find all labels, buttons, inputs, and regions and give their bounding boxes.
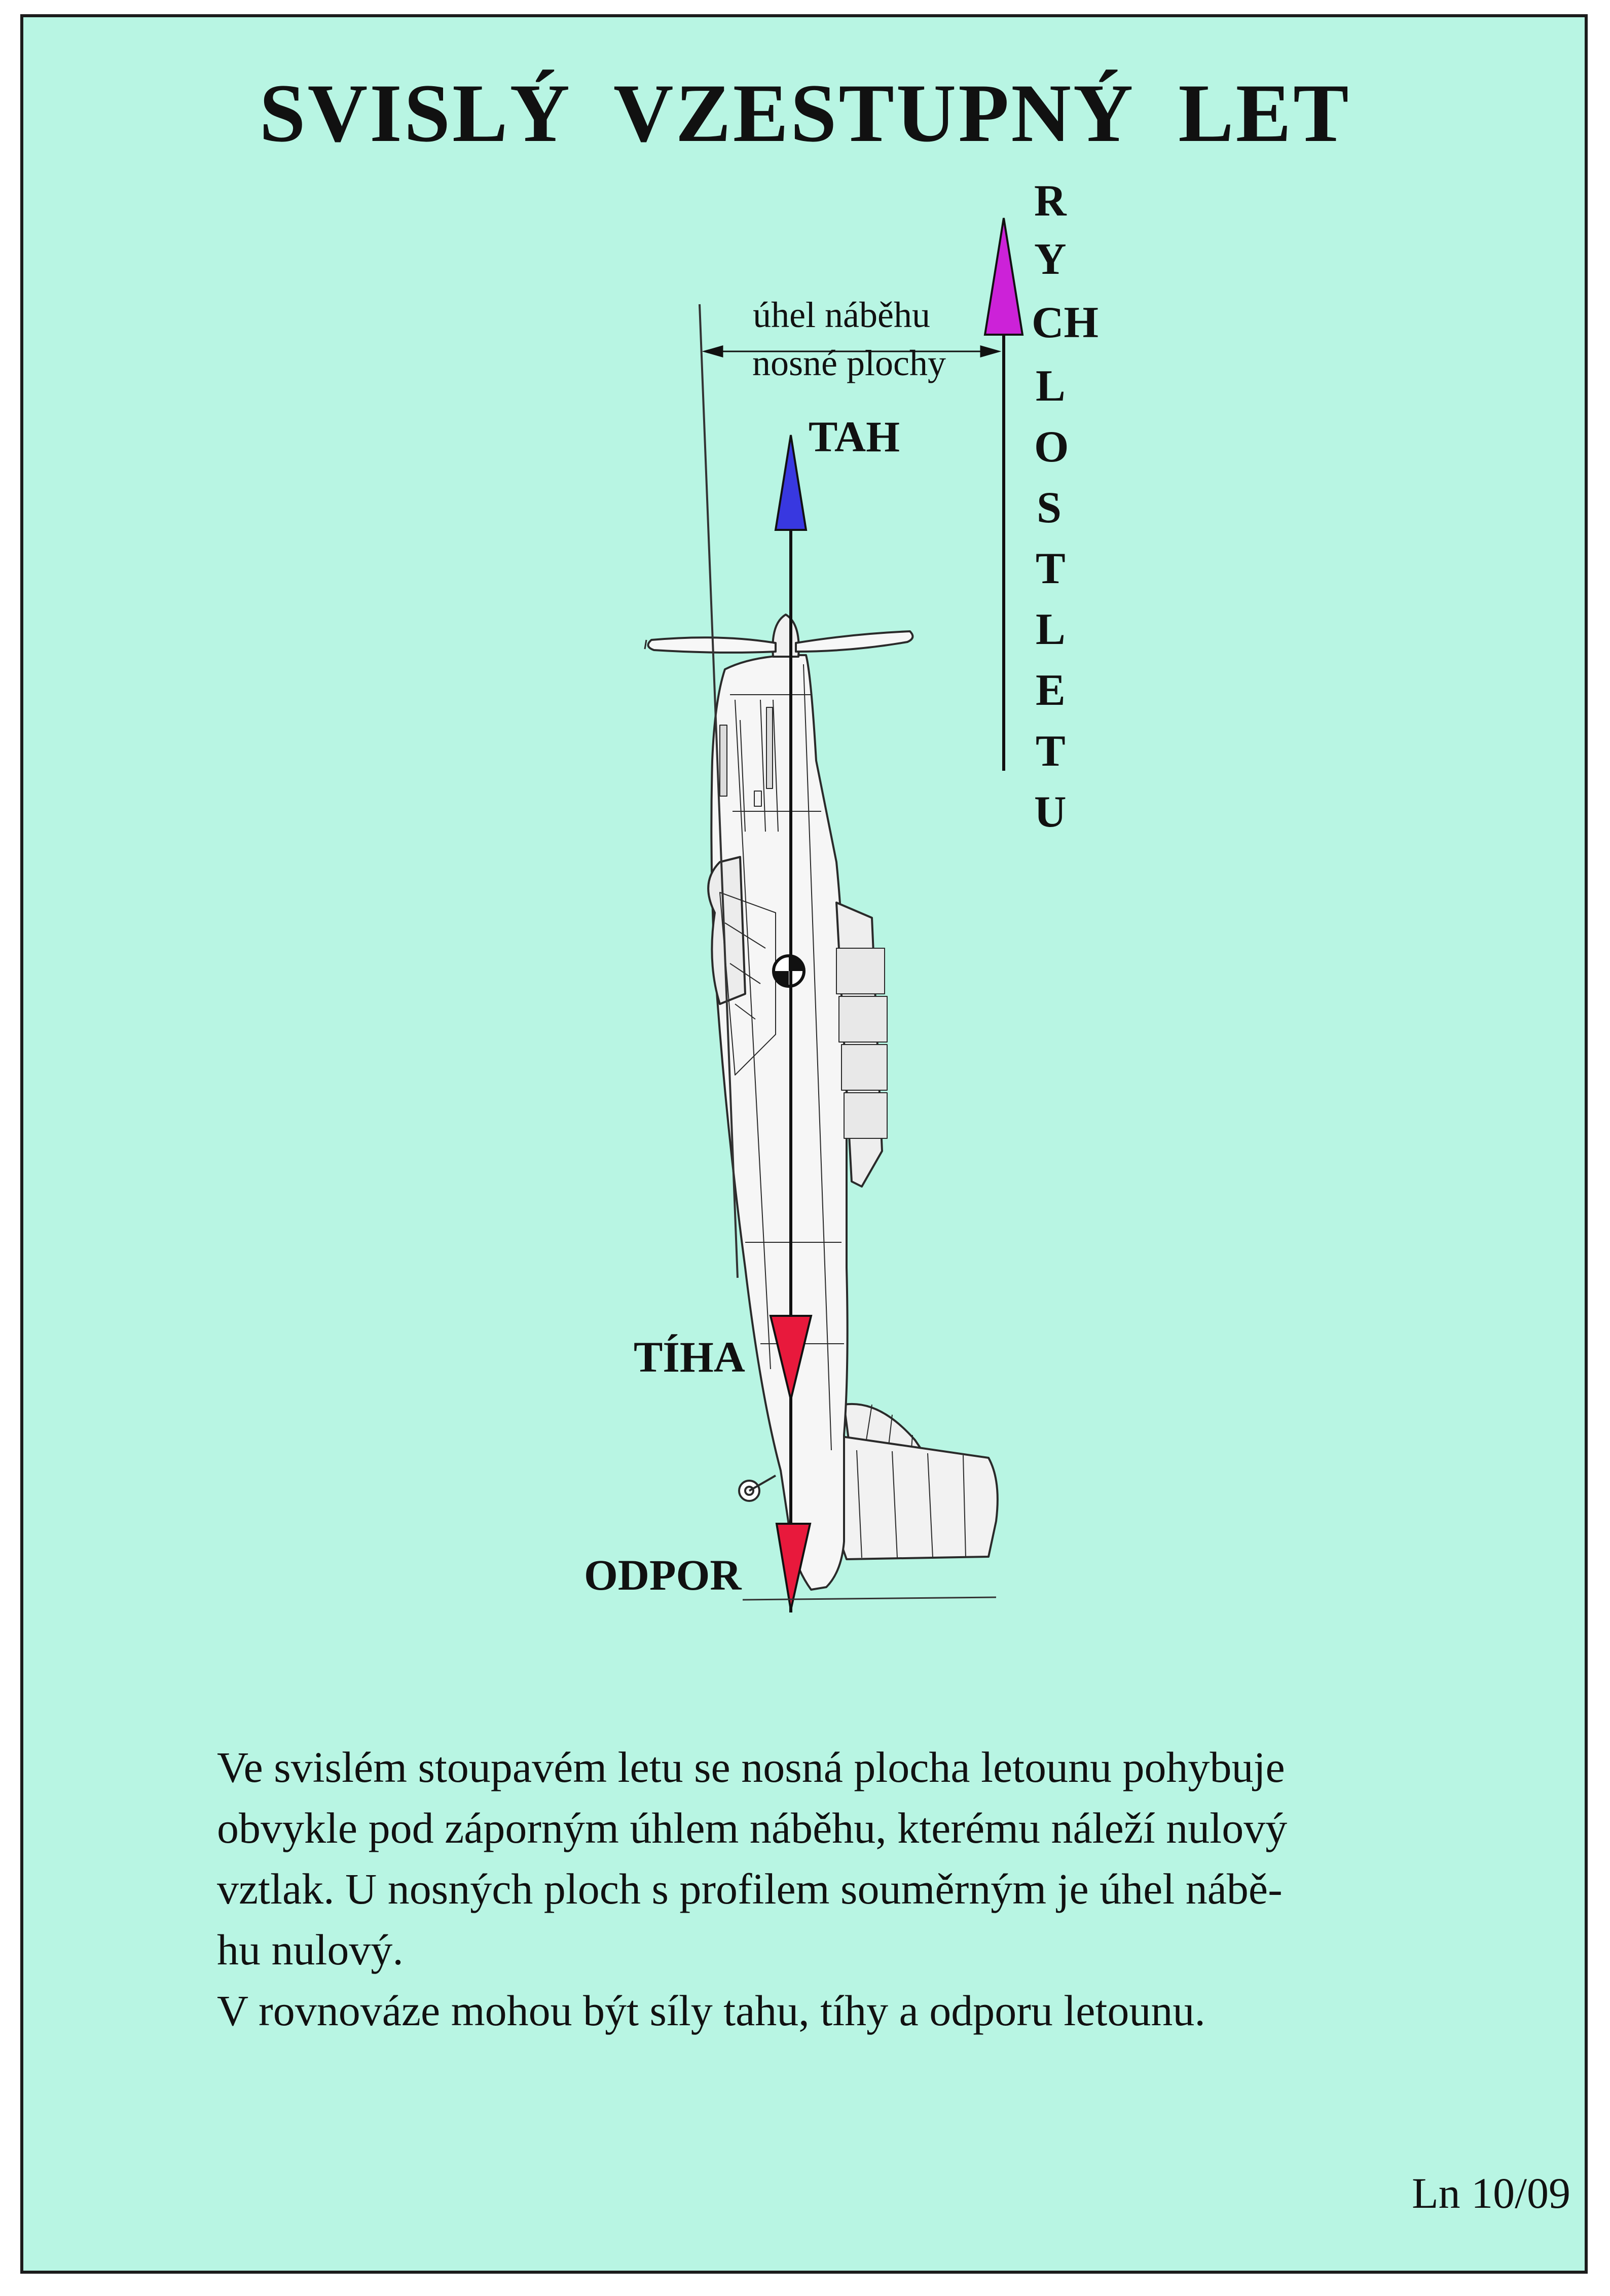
page-title: SVISLÝ VZESTUPNÝ LET — [259, 67, 1351, 159]
caption-line: hu nulový. — [217, 1925, 404, 1974]
sheet-number: Ln 10/09 — [1412, 2169, 1570, 2217]
weight-label: TÍHA — [634, 1333, 745, 1381]
thrust-arrow — [776, 435, 806, 530]
velocity-letter: L — [1036, 605, 1066, 654]
caption-line: V rovnováze mohou být síly tahu, tíhy a odporu letounu. — [217, 1986, 1205, 2035]
velocity-letter: U — [1034, 787, 1067, 837]
velocity-arrow — [985, 218, 1022, 335]
caption-line: vztlak. U nosných ploch s profilem souměrným je úhel nábě- — [217, 1864, 1283, 1913]
drag-label: ODPOR — [584, 1551, 742, 1599]
velocity-letter: R — [1034, 176, 1067, 226]
velocity-letter: S — [1037, 483, 1062, 532]
velocity-letter: CH — [1032, 298, 1099, 347]
velocity-letter: O — [1034, 422, 1069, 472]
center-of-gravity-symbol — [774, 956, 804, 986]
airplane-drawing — [645, 615, 998, 1590]
caption-line: obvykle pod záporným úhlem náběhu, kterému náleží nulový — [217, 1804, 1288, 1852]
velocity-letter: E — [1036, 666, 1066, 715]
thrust-label: TAH — [809, 412, 900, 461]
velocity-letter: T — [1036, 727, 1066, 776]
angle-label-line1: úhel náběhu — [753, 295, 930, 335]
velocity-label-vertical — [1032, 176, 1099, 837]
velocity-letter: T — [1036, 544, 1066, 593]
reference-line — [743, 1597, 996, 1600]
velocity-letter: L — [1036, 362, 1066, 411]
caption-line: Ve svislém stoupavém letu se nosná plocha letounu pohybuje — [217, 1743, 1285, 1791]
explanation-text — [217, 1737, 1494, 2041]
angle-label-line2: nosné plochy — [752, 343, 946, 383]
velocity-letter: Y — [1034, 235, 1067, 284]
